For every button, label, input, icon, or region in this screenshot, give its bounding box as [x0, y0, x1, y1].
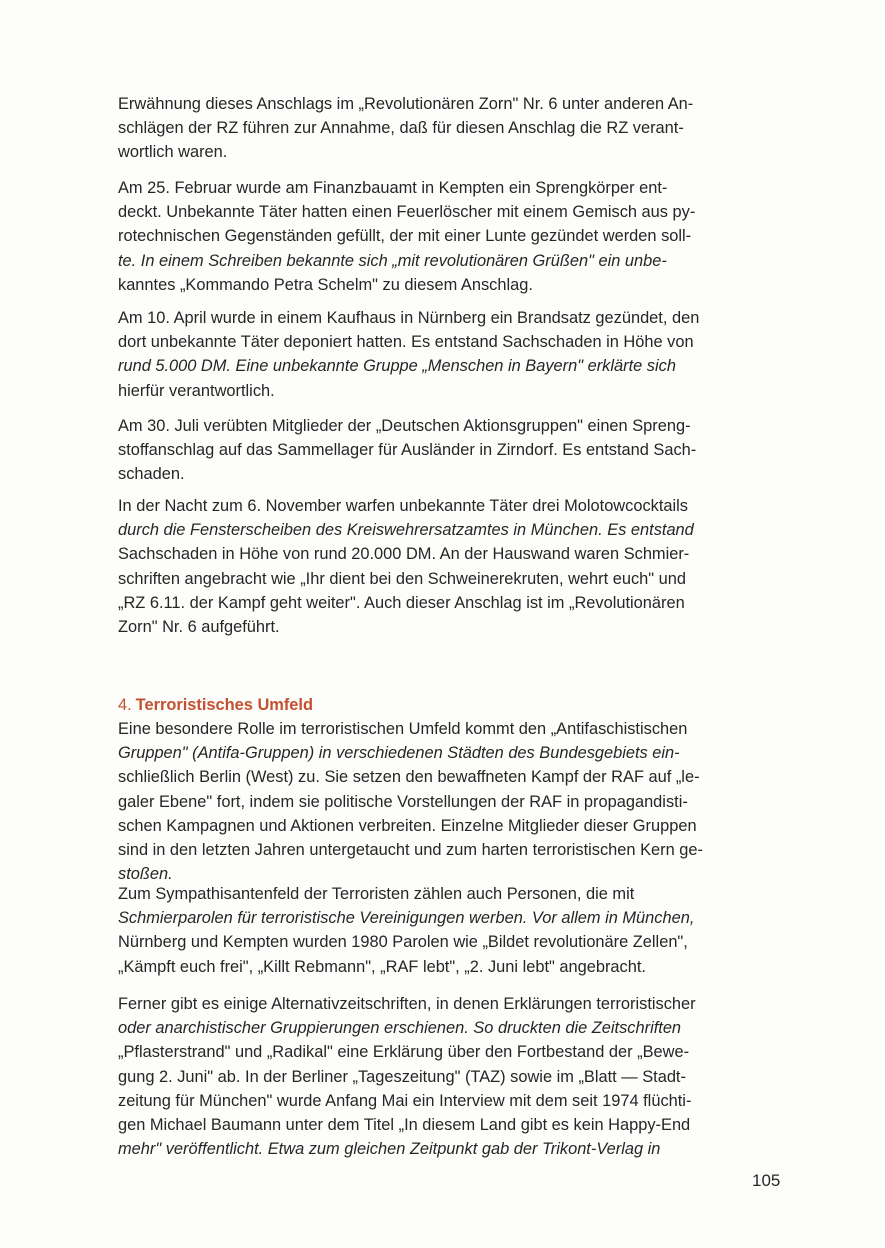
text-line: oder anarchistischer Gruppierungen erschienen. So druckten die Zeitschriften	[118, 1019, 682, 1038]
text-line: rund 5.000 DM. Eine unbekannte Gruppe „Menschen in Bayern" erklärte sich	[118, 357, 676, 376]
text-line: Schmierparolen für terroristische Vereinigungen werben. Vor allem in München,	[118, 909, 695, 928]
text-line: mehr" veröffentlicht. Etwa zum gleichen Zeitpunkt gab der Trikont-Verlag in	[118, 1140, 661, 1159]
text-line: schen Kampagnen und Aktionen verbreiten. Einzelne Mitglieder dieser Gruppen	[118, 816, 697, 835]
text-line: zeitung für München" wurde Anfang Mai ein Interview mit dem seit 1974 flüchti-	[118, 1091, 692, 1110]
text-line: wortlich waren.	[118, 143, 228, 162]
text-line: In der Nacht zum 6. November warfen unbekannte Täter drei Molotowcocktails	[118, 497, 688, 515]
text-line: schaden.	[118, 465, 185, 484]
paragraph-5	[118, 494, 786, 639]
text-line: Zorn" Nr. 6 aufgeführt.	[118, 618, 280, 637]
text-line: „Pflasterstrand" und „Radikal" eine Erklärung über den Fortbestand der „Bewe-	[118, 1043, 690, 1062]
text-line: Erwähnung dieses Anschlags im „Revolutionären Zorn" Nr. 6 unter anderen An-	[118, 95, 694, 113]
text-line: stoffanschlag auf das Sammellager für Ausländer in Zirndorf. Es entstand Sach-	[118, 441, 697, 460]
paragraph-2	[118, 176, 786, 297]
text-line: Gruppen" (Antifa-Gruppen) in verschiedenen Städten des Bundesgebiets ein-	[118, 744, 680, 763]
text-line: „RZ 6.11. der Kampf geht weiter". Auch dieser Anschlag ist im „Revolutionären	[118, 593, 685, 612]
text-line: Am 30. Juli verübten Mitglieder der „Deutschen Aktionsgruppen" einen Spreng-	[118, 417, 691, 435]
text-line: gen Michael Baumann unter dem Titel „In diesem Land gibt es kein Happy-End	[118, 1116, 691, 1135]
paragraph-6	[118, 717, 786, 886]
text-line: sind in den letzten Jahren untergetaucht und zum harten terroristischen Kern ge-	[118, 841, 703, 860]
paragraph-4	[118, 414, 786, 487]
text-line: hierfür verantwortlich.	[118, 381, 275, 400]
text-line: deckt. Unbekannte Täter hatten einen Feuerlöscher mit einem Gemisch aus py-	[118, 203, 696, 222]
text-line: Am 10. April wurde in einem Kaufhaus in Nürnberg ein Brandsatz gezündet, den	[118, 309, 700, 327]
text-line: schließlich Berlin (West) zu. Sie setzen den bewaffneten Kampf der RAF auf „le-	[118, 768, 700, 787]
text-line: Eine besondere Rolle im terroristischen Umfeld kommt den „Antifaschistischen	[118, 720, 688, 738]
text-line: Am 25. Februar wurde am Finanzbauamt in Kempten ein Sprengkörper ent-	[118, 179, 668, 197]
text-line: schriften angebracht wie „Ihr dient bei den Schweinerekruten, wehrt euch" und	[118, 569, 686, 588]
text-line: rotechnischen Gegenständen gefüllt, der mit einer Lunte gezündet werden soll-	[118, 227, 692, 246]
text-line: Sachschaden in Höhe von rund 20.000 DM. An der Hauswand waren Schmier-	[118, 545, 690, 564]
text-line: galer Ebene" fort, indem sie politische Vorstellungen der RAF in propagandisti-	[118, 792, 688, 811]
text-line: te. In einem Schreiben bekannte sich „mit revolutionären Grüßen" ein unbe-	[118, 251, 667, 270]
paragraph-1	[118, 92, 786, 165]
text-line: gung 2. Juni" ab. In der Berliner „Tageszeitung" (TAZ) sowie im „Blatt — Stadt-	[118, 1067, 686, 1086]
text-line: kanntes „Kommando Petra Schelm" zu diesem Anschlag.	[118, 275, 533, 294]
page-number: 105	[752, 1171, 781, 1190]
text-line: Nürnberg und Kempten wurden 1980 Parolen wie „Bildet revolutionäre Zellen",	[118, 933, 688, 952]
text-line: Zum Sympathisantenfeld der Terroristen zählen auch Personen, die mit	[118, 885, 635, 903]
text-line: dort unbekannte Täter deponiert hatten. Es entstand Sachschaden in Höhe von	[118, 333, 694, 352]
text-line: durch die Fensterscheiben des Kreiswehrersatzamtes in München. Es entstand	[118, 521, 694, 540]
text-line: stoßen.	[118, 865, 173, 884]
text-line: schlägen der RZ führen zur Annahme, daß für diesen Anschlag die RZ verant-	[118, 119, 684, 138]
section-title: Terroristisches Umfeld	[135, 696, 313, 714]
paragraph-3	[118, 306, 786, 403]
paragraph-7	[118, 882, 786, 979]
text-line: „Kämpft euch frei", „Killt Rebmann", „RAF lebt", „2. Juni lebt" angebracht.	[118, 957, 646, 976]
paragraph-8	[118, 992, 786, 1161]
section-number: 4.	[118, 696, 132, 714]
text-line: Ferner gibt es einige Alternativzeitschriften, in denen Erklärungen terroristischer	[118, 995, 696, 1013]
section-heading	[118, 693, 313, 717]
